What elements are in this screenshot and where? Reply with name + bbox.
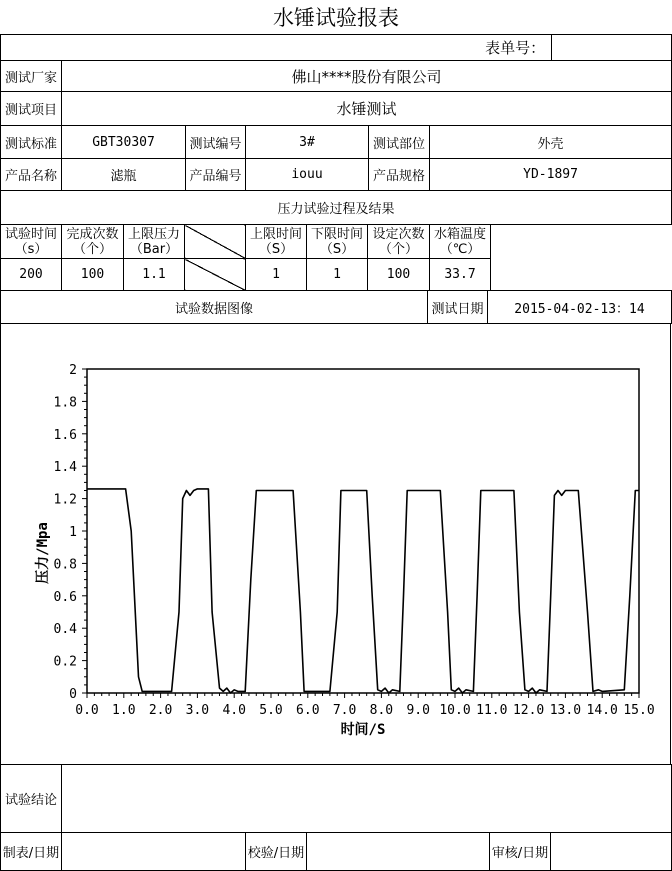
value-upper-pressure: 1.1 [124,259,185,291]
value-lower-time: 1 [307,259,368,291]
checked-by-label: 校验/日期 [246,833,307,871]
chart-section-title: 试验数据图像 [1,291,428,324]
part-value: 外壳 [430,126,672,159]
header-lower-time [307,225,368,259]
reviewed-by-label: 审核/日期 [490,833,551,871]
header-upper-time [246,225,307,259]
header-lower-time-label: 下限时间 [310,226,363,242]
value-tank-temp: 33.7 [430,259,491,291]
made-by-label: 制表/日期 [1,833,62,871]
header-upper-time-label: 上限时间 [249,226,302,242]
form-no-label: 表单号： [1,35,552,61]
report-title: 水锤试验报表 [273,6,399,30]
test-no-value: 3# [246,126,369,159]
conclusion-value[interactable] [62,765,672,833]
conclusion-row [1,765,672,833]
process-section-row [1,191,672,225]
image-title-row [1,291,672,324]
conclusion-label: 试验结论 [1,765,62,833]
test-date-value: 2015-04-02-13：14 [488,291,672,324]
chart-container [0,323,671,764]
chart-x-tick-label: 12.0 [512,703,545,718]
chart-x-tick-label: 15.0 [623,703,655,718]
header-upper-pressure-unit: （Bar） [129,241,179,257]
chart-x-tick-label: 10.0 [439,703,471,718]
product-name-label: 产品名称 [1,159,62,191]
chart-y-tick-label: 0.8 [53,557,77,573]
header-test-time [1,225,62,259]
process-table [0,224,672,291]
chart-y-tick-label: 1.8 [53,395,77,411]
manufacturer-label: 测试厂家 [1,61,62,92]
chart-y-tick-label: 0.4 [53,622,77,638]
header-completed-unit: （个） [72,241,112,257]
chart-x-tick-label: 6.0 [296,703,320,718]
chart-x-axis-label: 时间/S [340,722,386,738]
value-completed: 100 [62,259,124,291]
chart-x-tick-label: 7.0 [332,703,357,718]
process-section-title: 压力试验过程及结果 [1,191,672,225]
test-no-label: 测试编号 [186,126,246,159]
footer-table [0,764,672,871]
value-set-count: 100 [368,259,430,291]
chart-x-tick-label: 1.0 [112,703,136,718]
checked-by-value[interactable] [307,833,490,871]
chart-x-tick-label: 0.0 [75,703,99,718]
value-test-time: 200 [1,259,62,291]
standard-row [1,126,672,159]
chart-y-tick-label: 0 [69,687,77,702]
header-test-time-unit: （s） [14,241,48,257]
header-test-time-label: 试验时间 [4,226,57,242]
form-no-row [1,35,672,61]
header-completed [62,225,124,259]
project-value: 水锤测试 [62,92,672,126]
chart-plot-frame [87,369,639,693]
product-row [1,159,672,191]
header-upper-pressure-label: 上限压力 [127,226,180,242]
header-lower-time-unit: （S） [319,241,355,257]
spec-value: YD-1897 [430,159,672,191]
chart-y-tick-label: 1 [69,525,77,540]
header-upper-pressure [124,225,185,259]
image-title-table [0,290,672,324]
chart-x-tick-label: 8.0 [369,703,394,718]
project-row [1,92,672,126]
chart-y-tick-label: 2 [69,363,77,378]
diagonal-cell [185,225,246,259]
header-tank-temp-label: 水箱温度 [433,226,486,242]
chart-x-tick-label: 2.0 [148,703,173,718]
header-upper-time-unit: （S） [258,241,294,257]
chart-series-line [87,489,639,693]
header-tank-temp-unit: （℃） [439,241,481,257]
chart-y-tick-label: 1.4 [53,460,77,476]
standard-label: 测试标准 [1,126,62,159]
chart-x-tick-label: 5.0 [259,703,283,718]
manufacturer-row [1,61,672,92]
spec-label: 产品规格 [369,159,430,191]
process-header-row [1,225,672,259]
chart-x-tick-label: 14.0 [586,703,618,718]
pressure-chart [1,323,670,764]
diagonal-cell [185,259,246,291]
process-blank-cell [491,225,672,291]
reviewed-by-value[interactable] [551,833,672,871]
standard-value: GBT30307 [62,126,186,159]
chart-x-tick-label: 11.0 [476,703,508,718]
chart-x-tick-label: 3.0 [185,703,210,718]
header-set-count-label: 设定次数 [372,226,425,242]
manufacturer-value: 佛山****股份有限公司 [62,61,672,92]
test-date-label: 测试日期 [428,291,488,324]
header-set-count [368,225,430,259]
product-name-value: 滤瓶 [62,159,186,191]
value-upper-time: 1 [246,259,307,291]
signature-row [1,833,672,871]
product-no-value: iouu [246,159,369,191]
chart-x-tick-label: 4.0 [222,703,246,718]
project-label: 测试项目 [1,92,62,126]
header-set-count-unit: （个） [378,241,418,257]
chart-x-tick-label: 9.0 [406,703,430,718]
part-label: 测试部位 [369,126,430,159]
chart-y-tick-label: 0.2 [53,654,77,670]
header-completed-label: 完成次数 [66,226,119,242]
header-tank-temp [430,225,491,259]
report-header-table [0,34,672,225]
chart-y-axis-label: 压力/Mpa [35,522,51,584]
form-no-value[interactable] [552,35,672,61]
product-no-label: 产品编号 [186,159,246,191]
chart-y-tick-label: 1.2 [53,492,77,508]
chart-y-tick-label: 0.6 [53,589,77,605]
made-by-value[interactable] [62,833,246,871]
chart-x-tick-label: 13.0 [549,703,582,718]
chart-y-tick-label: 1.6 [53,427,77,443]
